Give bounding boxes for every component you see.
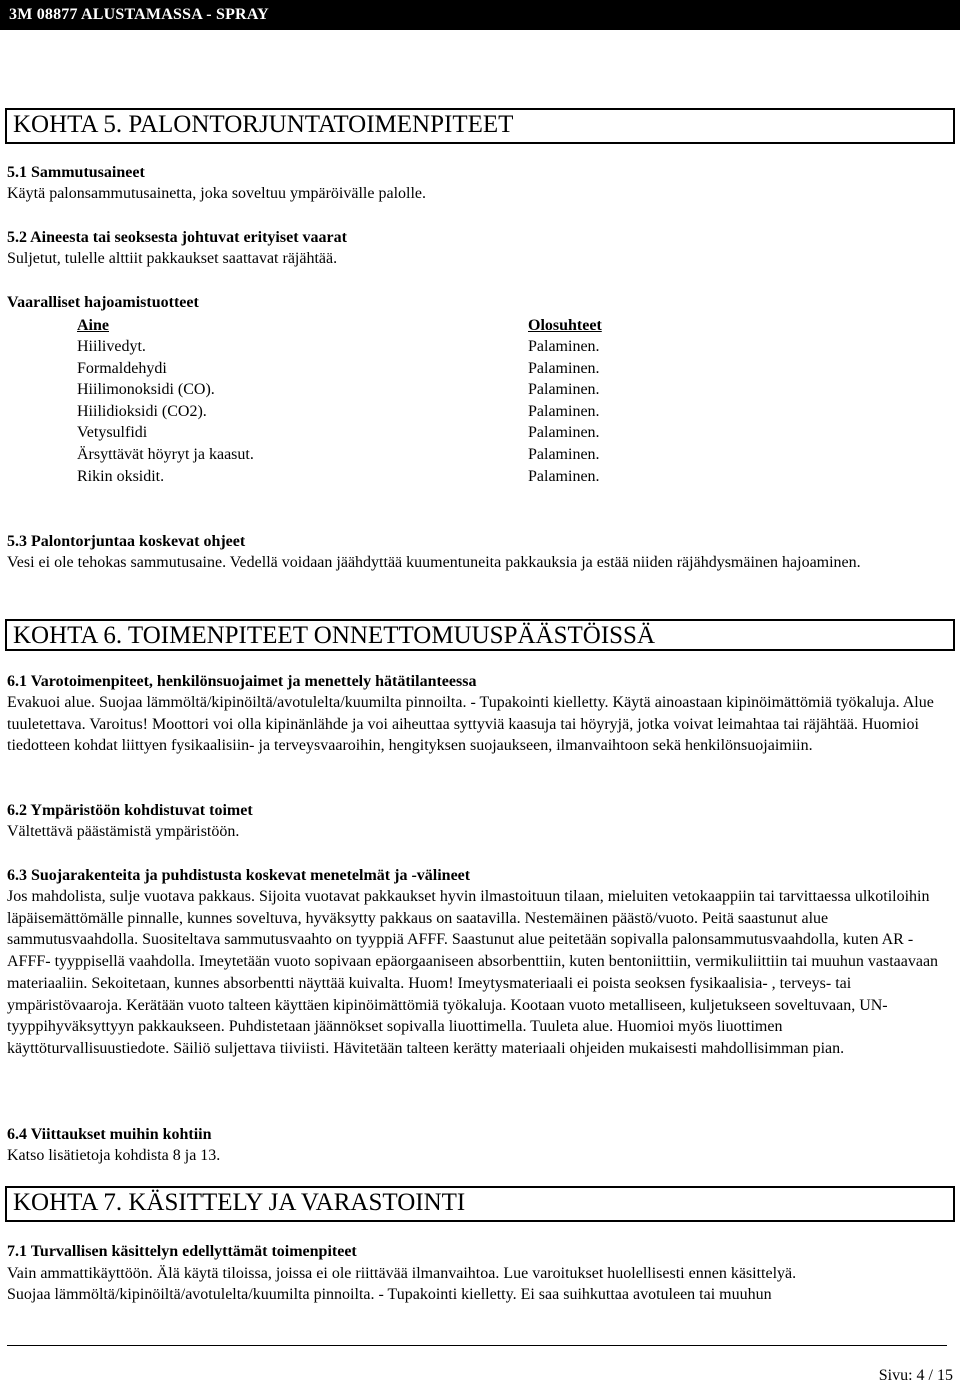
hazard-condition: Palaminen.	[528, 424, 600, 441]
section-6-title: KOHTA 6. TOIMENPITEET ONNETTOMUUSPÄÄSTÖISSÄ	[5, 619, 955, 651]
heading-5-2: 5.2 Aineesta tai seoksesta johtuvat erityiset vaarat	[7, 229, 347, 246]
hazard-condition: Palaminen.	[528, 338, 600, 355]
text-6-4: Katso lisätietoja kohdista 8 ja 13.	[7, 1147, 221, 1164]
hazard-substance: Vetysulfidi	[77, 424, 148, 441]
hazard-substance: Formaldehydi	[77, 360, 167, 377]
footer-divider	[7, 1345, 947, 1346]
product-name: 3M 08877 ALUSTAMASSA - SPRAY	[9, 6, 269, 23]
document-header-bar	[0, 0, 960, 30]
hazard-col-condition: Olosuhteet	[528, 317, 602, 334]
hazard-substance: Rikin oksidit.	[77, 468, 165, 485]
page-number: Sivu: 4 / 15	[878, 1367, 953, 1384]
heading-6-1: 6.1 Varotoimenpiteet, henkilönsuojaimet ja menettely hätätilanteessa	[7, 673, 477, 690]
text-7-1-line2: Suojaa lämmöltä/kipinöiltä/avotulelta/kuumilta pinnoilta. - Tupakointi kielletty. Ei saa suihkuttaa avotuleen tai muuhun	[7, 1286, 772, 1303]
text-7-1-line1: Vain ammattikäyttöön. Älä käytä tiloissa, joissa ei ole riittävää ilmanvaihtoa. Lue varoitukset huolellisesti ennen käsittelyä.	[7, 1265, 797, 1282]
heading-6-2: 6.2 Ympäristöön kohdistuvat toimet	[7, 802, 253, 819]
text-6-1: Evakuoi alue. Suojaa lämmöltä/kipinöiltä/avotulelta/kuumilta pinnoilta. - Tupakointi kielletty. Käytä ainoastaan kipinöimättömiä työkaluja. Alue tuuletettava. Varoitus! Moottori voi olla kipinänlähde ja voi aiheuttaa syttyviä kaasuja tai höyryjä, jotka voivat leimahtaa tai räjähtää. Huomioi tiedotteen kohdat liittyen fysikaalisiin- ja terveysvaaroihin, hengityksen suojaukseen, ilmanvaihtoon sekä henkilönsuojaimiin.	[7, 694, 934, 755]
heading-6-4: 6.4 Viittaukset muihin kohtiin	[7, 1126, 212, 1143]
heading-6-3: 6.3 Suojarakenteita ja puhdistusta koskevat menetelmät ja -välineet	[7, 867, 471, 884]
hazard-condition: Palaminen.	[528, 360, 600, 377]
heading-5-3: 5.3 Palontorjuntaa koskevat ohjeet	[7, 533, 246, 550]
section-7-title: KOHTA 7. KÄSITTELY JA VARASTOINTI	[5, 1186, 955, 1222]
hazard-condition: Palaminen.	[528, 468, 600, 485]
text-5-2: Suljetut, tulelle alttiit pakkaukset saattavat räjähtää.	[7, 250, 338, 267]
text-5-1: Käytä palonsammutusainetta, joka soveltuu ympäröivälle palolle.	[7, 185, 426, 202]
hazard-col-substance: Aine	[77, 317, 109, 334]
heading-5-1: 5.1 Sammutusaineet	[7, 164, 145, 181]
hazard-condition: Palaminen.	[528, 381, 600, 398]
hazard-heading: Vaaralliset hajoamistuotteet	[7, 294, 199, 311]
hazard-condition: Palaminen.	[528, 403, 600, 420]
heading-7-1: 7.1 Turvallisen käsittelyn edellyttämät toimenpiteet	[7, 1243, 357, 1260]
hazard-substance: Ärsyttävät höyryt ja kaasut.	[77, 446, 254, 463]
hazard-substance: Hiilimonoksidi (CO).	[77, 381, 215, 398]
hazard-condition: Palaminen.	[528, 446, 600, 463]
hazard-substance: Hiilidioksidi (CO2).	[77, 403, 207, 420]
hazard-substance: Hiilivedyt.	[77, 338, 146, 355]
text-6-3: Jos mahdolista, sulje vuotava pakkaus. Sijoita vuotavat pakkaukset hyvin ilmastoituun tilaan, mieluiten vetokaappiin tai tarvittaessa ulkotiloihin läpäisemättömälle pinnalle, kunnes soveltuva, hyväksytty pakkaus on saatavilla. Nestemäinen päästö/vuoto. Peitä saastunut alue sammutusvaahdolla. Suositeltava sammutusvaahto on tyyppiä AFFF. Saastunut alue peitetään sopivalla palonsammutusvaahdolla, kuten AR - AFFF- tyyppisellä vaahdolla. Imeytetään vuoto sopivaan epäorgaaniseen absorbenttiin, kuten bentoniittiin, vermikuliittiin tai muuhun vastaavaan materiaaliin. Sekoitetaan, kunnes absorbentti näyttää kuivalta. Huom! Imeytysmateriaali ei poista seoksen fysikaalisia- , terveys- tai ympäristövaaroja. Kerätään vuoto talteen käyttäen kipinöimättömiä työkaluja. Kootaan vuoto metalliseen, kuljetukseen soveltuvaan, UN-tyyppihyväksyttyyn pakkaukseen. Puhdistetaan jäännökset sopivalla liuottimella. Tuuleta alue. Huomioi myös liuottimen käyttöturvallisuustiedote. Säiliö suljettava tiiviisti. Hävitetään talteen kerätty materiaali ohjeiden mukaisesti mahdollisimman pian.	[7, 888, 939, 1057]
text-6-2: Vältettävä päästämistä ympäristöön.	[7, 823, 240, 840]
text-5-3: Vesi ei ole tehokas sammutusaine. Vedellä voidaan jäähdyttää kuumentuneita pakkauksia ja estää niiden räjähdysmäinen hajoaminen.	[7, 554, 861, 571]
section-5-title: KOHTA 5. PALONTORJUNTATOIMENPITEET	[5, 108, 955, 144]
